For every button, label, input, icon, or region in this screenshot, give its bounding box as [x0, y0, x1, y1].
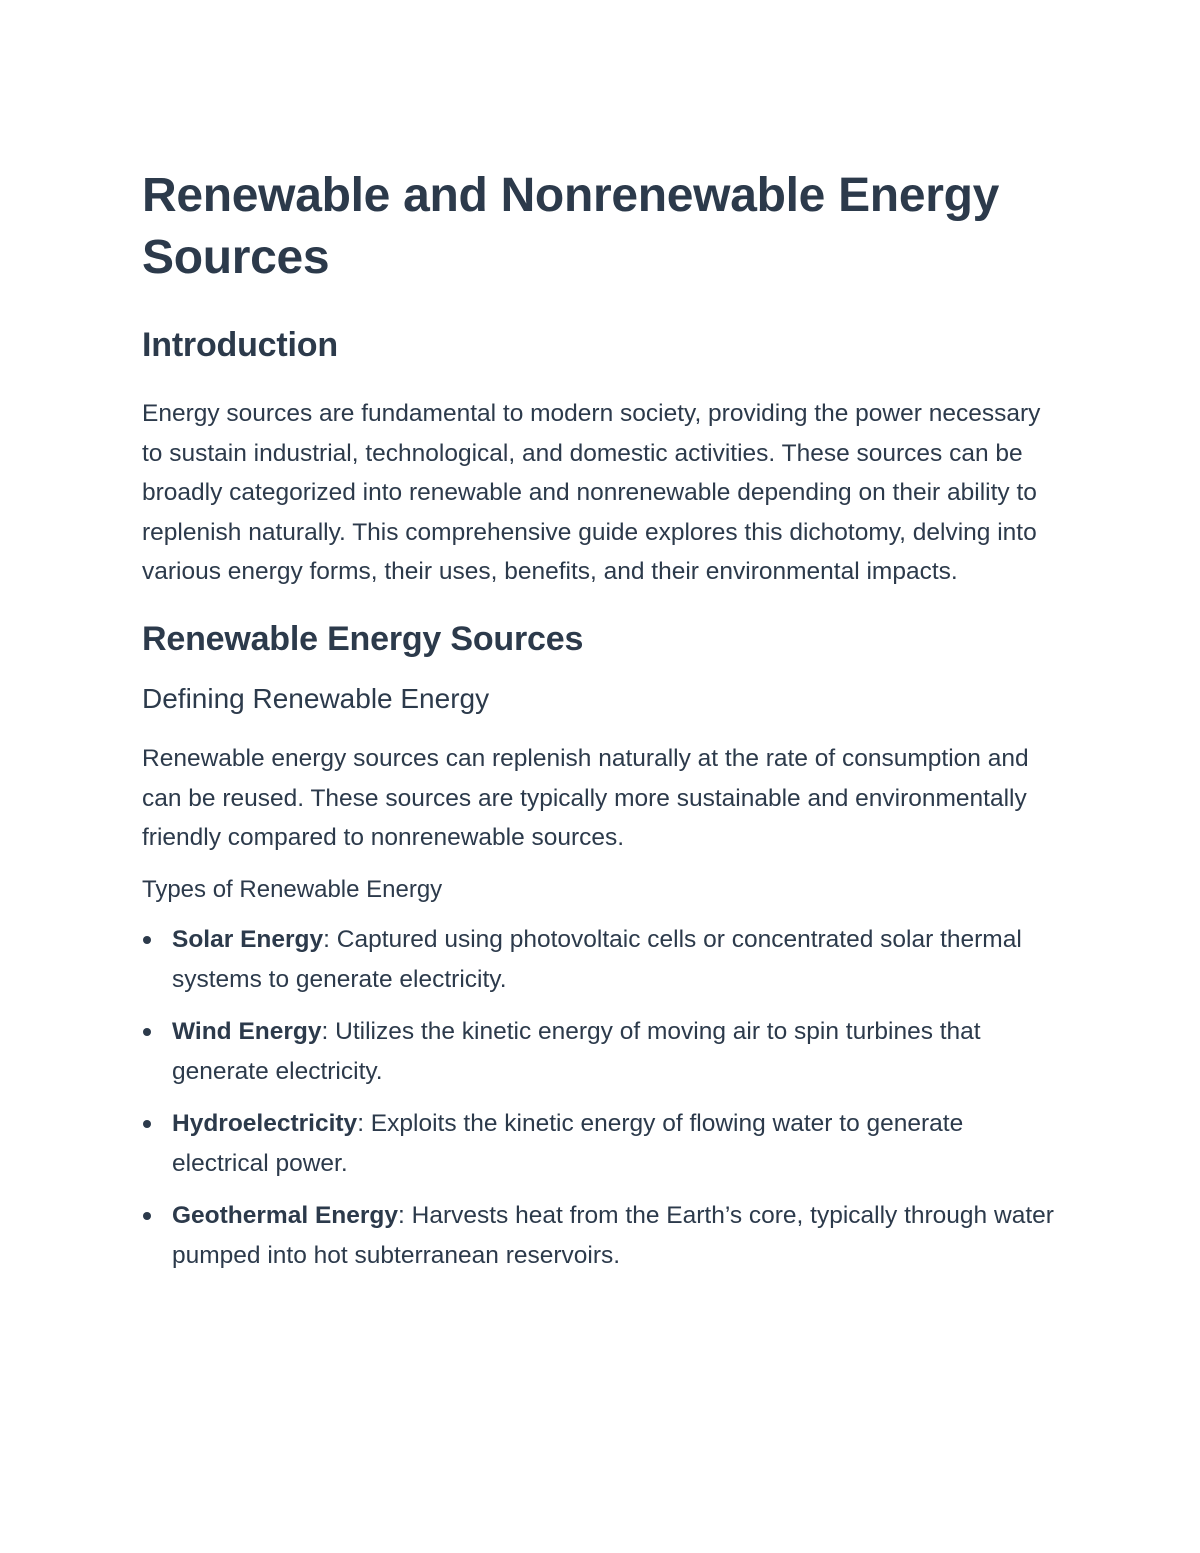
list-item-description: : Utilizes the kinetic energy of moving air to spin turbines that generate electricity. [172, 1017, 981, 1085]
bullet-icon [143, 936, 151, 944]
introduction-heading: Introduction [142, 326, 338, 364]
list-item-description: : Captured using photovoltaic cells or concentrated solar thermal systems to generate electricity. [172, 925, 1022, 993]
list-item-term: Geothermal Energy [172, 1201, 399, 1229]
renewable-types-list [142, 920, 1057, 1276]
bullet-icon [143, 1212, 151, 1220]
defining-renewable-paragraph: Renewable energy sources can replenish naturally at the rate of consumption and can be reused. These sources are typically more sustainable and environmentally friendly compared to nonrenewable sources. [142, 744, 1029, 852]
introduction-paragraph: Energy sources are fundamental to modern society, providing the power necessary to sustain industrial, technological, and domestic activities. These sources can be broadly categorized into renewable and nonrenewable depending on their ability to replenish naturally. This comprehensive guide explores this dichotomy, delving into various energy forms, their uses, benefits, and their environmental impacts. [142, 400, 1041, 586]
list-item-term: Wind Energy [172, 1017, 322, 1045]
renewable-energy-heading: Renewable Energy Sources [142, 619, 584, 658]
types-renewable-heading: Types of Renewable Energy [142, 875, 443, 903]
bullet-icon [143, 1120, 151, 1128]
list-item [142, 1012, 1057, 1092]
list-item [142, 1196, 1057, 1276]
document-title: Renewable and Nonrenewable Energy Sources [142, 169, 1000, 284]
bullet-icon [143, 1028, 151, 1036]
list-item-description: : Exploits the kinetic energy of flowing water to generate electrical power. [172, 1109, 964, 1177]
list-item [142, 1104, 1057, 1184]
defining-renewable-heading: Defining Renewable Energy [142, 682, 490, 714]
list-item [142, 920, 1057, 1000]
list-item-term: Solar Energy [172, 925, 324, 953]
list-item-term: Hydroelectricity [172, 1109, 358, 1137]
document-page [142, 165, 1057, 1288]
list-item-description: : Harvests heat from the Earth’s core, typically through water pumped into hot subterranean reservoirs. [172, 1201, 1054, 1269]
